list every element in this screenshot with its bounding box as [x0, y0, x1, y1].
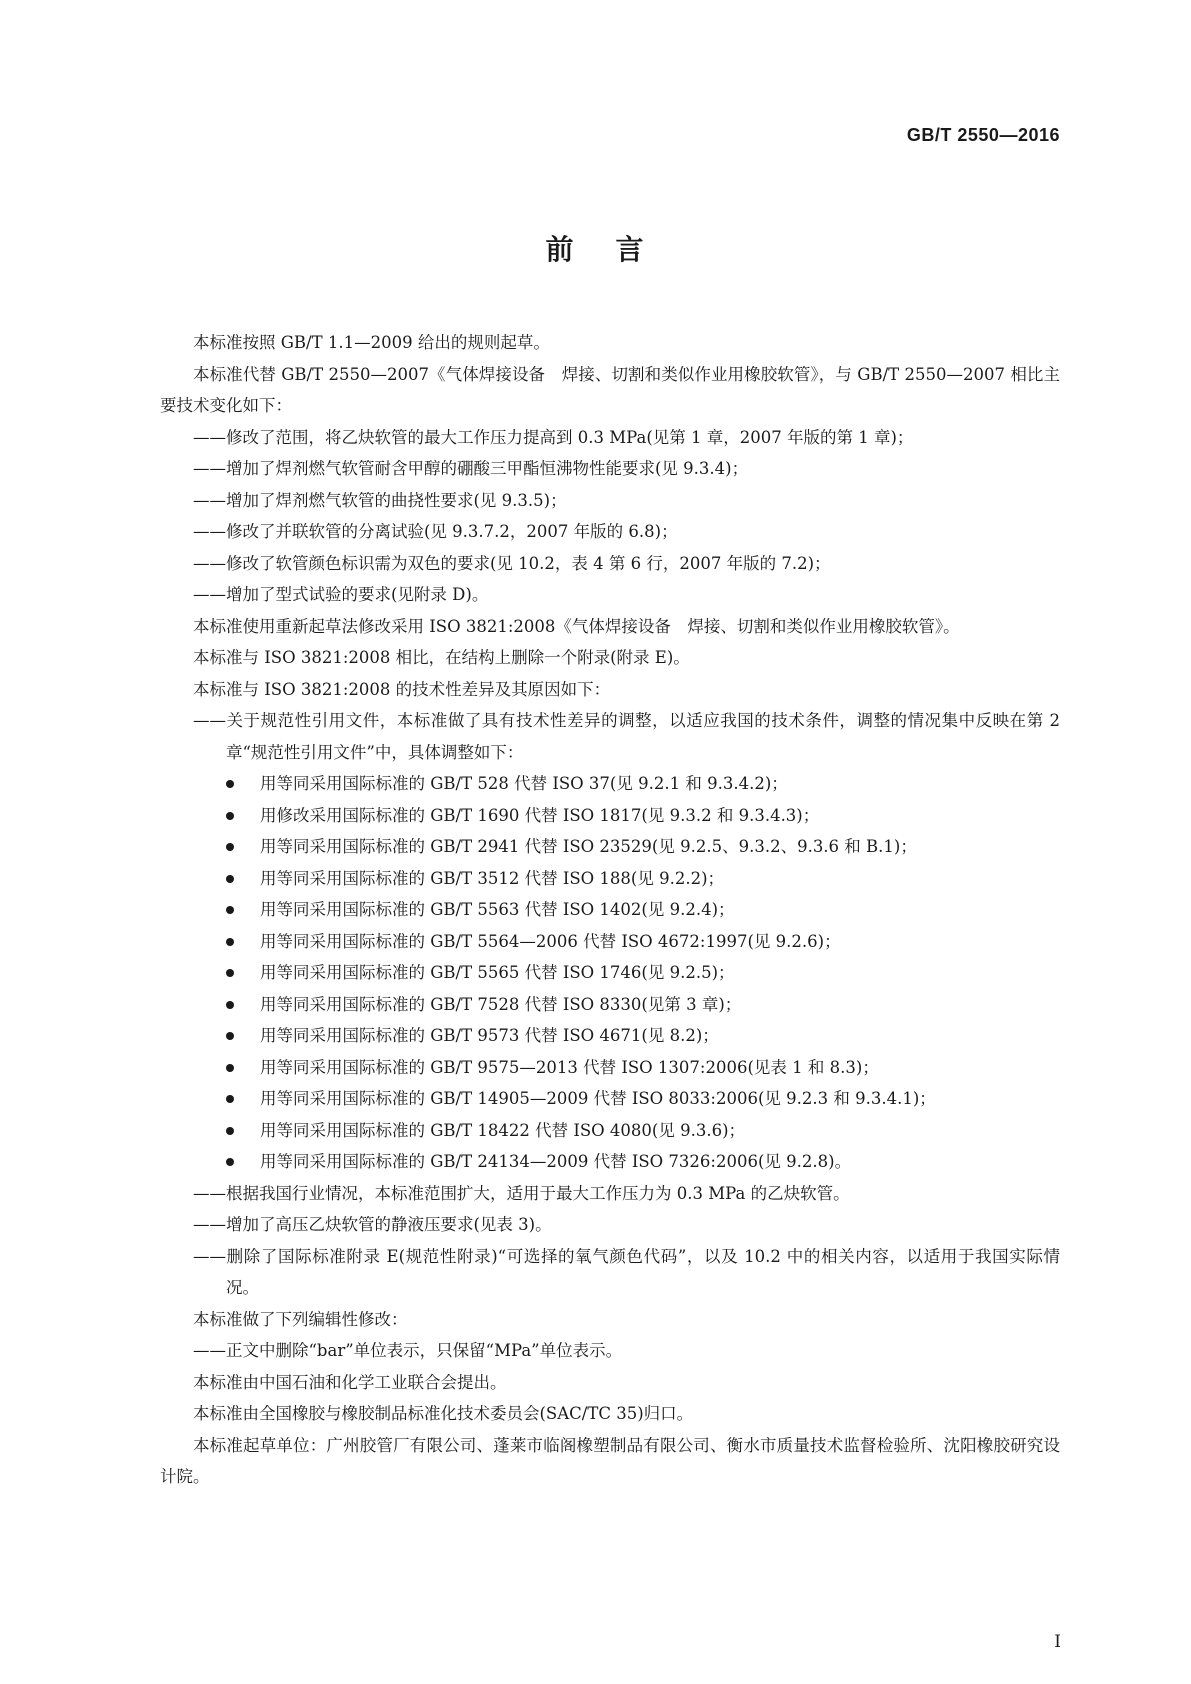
bullet-list — [160, 768, 1060, 1178]
list-item: 用等同采用国际标准的 GB/T 9575—2013 代替 ISO 1307:2006(见表 1 和 8.3)； — [226, 1052, 1060, 1084]
page-number: I — [1054, 1632, 1061, 1652]
bullet-icon — [226, 1064, 234, 1072]
bullet-icon — [226, 969, 234, 977]
dash-item: ——增加了焊剂燃气软管耐含甲醇的硼酸三甲酯恒沸物性能要求(见 9.3.4)； — [193, 459, 749, 478]
bullet-icon — [226, 843, 234, 851]
paragraph: 本标准与 ISO 3821:2008 相比，在结构上删除一个附录(附录 E)。 — [193, 648, 690, 667]
bullet-icon — [226, 1001, 234, 1009]
page-title — [0, 228, 1191, 268]
dash-item: ——删除了国际标准附录 E(规范性附录)“可选择的氧气颜色代码”，以及 10.2 中的相关内容，以适用于我国实际情况。 — [193, 1246, 1060, 1297]
dash-item: ——根据我国行业情况，本标准范围扩大，适用于最大工作压力为 0.3 MPa 的乙炔软管。 — [193, 1183, 850, 1203]
list-item: 用等同采用国际标准的 GB/T 24134—2009 代替 ISO 7326:2006(见 9.2.8)。 — [226, 1146, 1060, 1178]
list-item: 用等同采用国际标准的 GB/T 9573 代替 ISO 4671(见 8.2)； — [226, 1020, 1060, 1052]
list-item: 用等同采用国际标准的 GB/T 5563 代替 ISO 1402(见 9.2.4)； — [226, 894, 1060, 926]
dash-item: ——增加了高压乙炔软管的静液压要求(见表 3)。 — [193, 1215, 552, 1234]
paragraph: 本标准按照 GB/T 1.1—2009 给出的规则起草。 — [193, 333, 550, 352]
title-char-1: 前 — [545, 233, 576, 266]
paragraph: 本标准由中国石油和化学工业联合会提出。 — [193, 1372, 507, 1392]
list-item: 用等同采用国际标准的 GB/T 18422 代替 ISO 4080(见 9.3.6)； — [226, 1115, 1060, 1147]
foreword-body — [160, 327, 1060, 1493]
bullet-icon — [226, 1095, 234, 1103]
list-item: 用修改采用国际标准的 GB/T 1690 代替 ISO 1817(见 9.3.2 和 9.3.4.3)； — [226, 800, 1060, 832]
standard-code: GB/T 2550—2016 — [906, 125, 1060, 145]
paragraph: 本标准与 ISO 3821:2008 的技术性差异及其原因如下： — [193, 679, 611, 699]
dash-item: ——修改了软管颜色标识需为双色的要求(见 10.2，表 4 第 6 行，2007 年版的 7.2)； — [193, 553, 831, 573]
paragraph: 本标准由全国橡胶与橡胶制品标准化技术委员会(SAC/TC 35)归口。 — [193, 1404, 694, 1423]
list-item: 用等同采用国际标准的 GB/T 2941 代替 ISO 23529(见 9.2.5、9.3.2、9.3.6 和 B.1)； — [226, 831, 1060, 863]
dash-item: ——修改了并联软管的分离试验(见 9.3.7.2，2007 年版的 6.8)； — [193, 522, 678, 541]
bullet-icon — [226, 875, 234, 883]
list-item: 用等同采用国际标准的 GB/T 7528 代替 ISO 8330(见第 3 章)； — [226, 989, 1060, 1021]
dash-item: ——增加了型式试验的要求(见附录 D)。 — [193, 585, 489, 604]
dash-item: ——正文中删除“bar”单位表示，只保留“MPa”单位表示。 — [193, 1341, 623, 1360]
list-item: 用等同采用国际标准的 GB/T 5564—2006 代替 ISO 4672:1997(见 9.2.6)； — [226, 926, 1060, 958]
list-item: 用等同采用国际标准的 GB/T 14905—2009 代替 ISO 8033:2006(见 9.2.3 和 9.3.4.1)； — [226, 1083, 1060, 1115]
bullet-icon — [226, 812, 234, 820]
bullet-icon — [226, 938, 234, 946]
paragraph: 本标准使用重新起草法修改采用 ISO 3821:2008《气体焊接设备 焊接、切割和类似作业用橡胶软管》。 — [193, 616, 960, 636]
paragraph: 本标准起草单位：广州胶管厂有限公司、蓬莱市临阁橡塑制品有限公司、衡水市质量技术监督检验所、沈阳橡胶研究设计院。 — [160, 1435, 1060, 1486]
dash-item: ——关于规范性引用文件，本标准做了具有技术性差异的调整，以适应我国的技术条件，调整的情况集中反映在第 2 章“规范性引用文件”中，具体调整如下： — [193, 711, 1060, 762]
paragraph: 本标准代替 GB/T 2550—2007《气体焊接设备 焊接、切割和类似作业用橡胶软管》，与 GB/T 2550—2007 相比主要技术变化如下： — [160, 364, 1060, 415]
dash-item: ——修改了范围，将乙炔软管的最大工作压力提高到 0.3 MPa(见第 1 章，2007 年版的第 1 章)； — [193, 427, 914, 447]
paragraph: 本标准做了下列编辑性修改： — [193, 1309, 408, 1329]
bullet-icon — [226, 1127, 234, 1135]
bullet-icon — [226, 1158, 234, 1166]
list-item: 用等同采用国际标准的 GB/T 3512 代替 ISO 188(见 9.2.2)； — [226, 863, 1060, 895]
list-item: 用等同采用国际标准的 GB/T 528 代替 ISO 37(见 9.2.1 和 9.3.4.2)； — [226, 768, 1060, 800]
dash-item: ——增加了焊剂燃气软管的曲挠性要求(见 9.3.5)； — [193, 490, 567, 510]
title-char-2: 言 — [615, 233, 646, 266]
list-item: 用等同采用国际标准的 GB/T 5565 代替 ISO 1746(见 9.2.5)； — [226, 957, 1060, 989]
bullet-icon — [226, 906, 234, 914]
bullet-icon — [226, 780, 234, 788]
bullet-icon — [226, 1032, 234, 1040]
